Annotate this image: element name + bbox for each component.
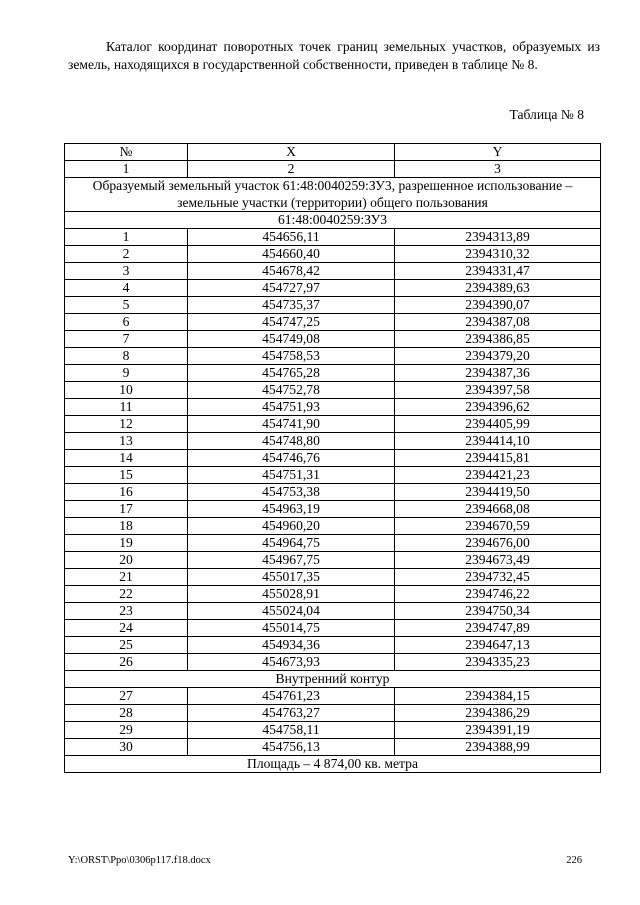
footer-file-path: Y:\ORST\Ppo\0306p117.f18.docx bbox=[68, 855, 211, 866]
y-coordinate-cell: 2394397,58 bbox=[395, 382, 601, 399]
x-coordinate-cell: 454678,42 bbox=[188, 263, 395, 280]
table-row bbox=[65, 535, 601, 552]
x-coordinate-cell: 454967,75 bbox=[188, 552, 395, 569]
table-row bbox=[65, 263, 601, 280]
table-row bbox=[65, 280, 601, 297]
point-number-cell: 11 bbox=[65, 399, 188, 416]
table-row bbox=[65, 569, 601, 586]
footer-page-number: 226 bbox=[566, 855, 582, 866]
y-coordinate-cell: 2394390,07 bbox=[395, 297, 601, 314]
table-header-row bbox=[65, 144, 601, 161]
point-number-cell: 13 bbox=[65, 433, 188, 450]
coordinates-table bbox=[64, 143, 601, 773]
point-number-cell: 8 bbox=[65, 348, 188, 365]
y-coordinate-cell: 2394415,81 bbox=[395, 450, 601, 467]
section-title: Образуемый земельный участок 61:48:0040259:ЗУ3, разрешенное использование – земельные участки (территории) общего пользования bbox=[65, 178, 601, 212]
x-coordinate-cell: 455014,75 bbox=[188, 620, 395, 637]
x-coordinate-cell: 454751,93 bbox=[188, 399, 395, 416]
table-row bbox=[65, 229, 601, 246]
table-row bbox=[65, 501, 601, 518]
column-number-2: 2 bbox=[188, 161, 395, 178]
point-number-cell: 14 bbox=[65, 450, 188, 467]
y-coordinate-cell: 2394414,10 bbox=[395, 433, 601, 450]
area-total-row bbox=[65, 756, 601, 773]
y-coordinate-cell: 2394673,49 bbox=[395, 552, 601, 569]
table-row bbox=[65, 603, 601, 620]
x-coordinate-cell: 454656,11 bbox=[188, 229, 395, 246]
table-row bbox=[65, 246, 601, 263]
y-coordinate-cell: 2394676,00 bbox=[395, 535, 601, 552]
x-coordinate-cell: 454660,40 bbox=[188, 246, 395, 263]
table-row bbox=[65, 637, 601, 654]
y-coordinate-cell: 2394387,08 bbox=[395, 314, 601, 331]
x-coordinate-cell: 454748,80 bbox=[188, 433, 395, 450]
parcel-id: 61:48:0040259:ЗУ3 bbox=[65, 212, 601, 229]
inner-contour-title-row bbox=[65, 671, 601, 688]
point-number-cell: 25 bbox=[65, 637, 188, 654]
table-row bbox=[65, 688, 601, 705]
x-coordinate-cell: 454753,38 bbox=[188, 484, 395, 501]
table-row bbox=[65, 297, 601, 314]
y-coordinate-cell: 2394419,50 bbox=[395, 484, 601, 501]
x-coordinate-cell: 455028,91 bbox=[188, 586, 395, 603]
y-coordinate-cell: 2394313,89 bbox=[395, 229, 601, 246]
header-y: Y bbox=[395, 144, 601, 161]
point-number-cell: 19 bbox=[65, 535, 188, 552]
table-row bbox=[65, 620, 601, 637]
x-coordinate-cell: 454673,93 bbox=[188, 654, 395, 671]
y-coordinate-cell: 2394386,29 bbox=[395, 705, 601, 722]
y-coordinate-cell: 2394421,23 bbox=[395, 467, 601, 484]
table-row bbox=[65, 705, 601, 722]
x-coordinate-cell: 454727,97 bbox=[188, 280, 395, 297]
y-coordinate-cell: 2394387,36 bbox=[395, 365, 601, 382]
x-coordinate-cell: 455024,04 bbox=[188, 603, 395, 620]
y-coordinate-cell: 2394331,47 bbox=[395, 263, 601, 280]
x-coordinate-cell: 454765,28 bbox=[188, 365, 395, 382]
x-coordinate-cell: 454934,36 bbox=[188, 637, 395, 654]
y-coordinate-cell: 2394396,62 bbox=[395, 399, 601, 416]
table-row bbox=[65, 484, 601, 501]
point-number-cell: 26 bbox=[65, 654, 188, 671]
y-coordinate-cell: 2394386,85 bbox=[395, 331, 601, 348]
x-coordinate-cell: 454758,11 bbox=[188, 722, 395, 739]
x-coordinate-cell: 454964,75 bbox=[188, 535, 395, 552]
table-row bbox=[65, 722, 601, 739]
x-coordinate-cell: 454761,23 bbox=[188, 688, 395, 705]
point-number-cell: 21 bbox=[65, 569, 188, 586]
point-number-cell: 16 bbox=[65, 484, 188, 501]
y-coordinate-cell: 2394747,89 bbox=[395, 620, 601, 637]
x-coordinate-cell: 454747,25 bbox=[188, 314, 395, 331]
y-coordinate-cell: 2394670,59 bbox=[395, 518, 601, 535]
x-coordinate-cell: 454763,27 bbox=[188, 705, 395, 722]
point-number-cell: 5 bbox=[65, 297, 188, 314]
x-coordinate-cell: 454752,78 bbox=[188, 382, 395, 399]
point-number-cell: 22 bbox=[65, 586, 188, 603]
point-number-cell: 9 bbox=[65, 365, 188, 382]
y-coordinate-cell: 2394335,23 bbox=[395, 654, 601, 671]
table-row bbox=[65, 467, 601, 484]
point-number-cell: 4 bbox=[65, 280, 188, 297]
point-number-cell: 30 bbox=[65, 739, 188, 756]
inner-contour-title: Внутренний контур bbox=[65, 671, 601, 688]
table-row bbox=[65, 450, 601, 467]
point-number-cell: 15 bbox=[65, 467, 188, 484]
point-number-cell: 28 bbox=[65, 705, 188, 722]
x-coordinate-cell: 454751,31 bbox=[188, 467, 395, 484]
table-row bbox=[65, 739, 601, 756]
y-coordinate-cell: 2394668,08 bbox=[395, 501, 601, 518]
point-number-cell: 1 bbox=[65, 229, 188, 246]
point-number-cell: 23 bbox=[65, 603, 188, 620]
table-row bbox=[65, 399, 601, 416]
y-coordinate-cell: 2394310,32 bbox=[395, 246, 601, 263]
y-coordinate-cell: 2394647,13 bbox=[395, 637, 601, 654]
x-coordinate-cell: 454749,08 bbox=[188, 331, 395, 348]
y-coordinate-cell: 2394389,63 bbox=[395, 280, 601, 297]
point-number-cell: 29 bbox=[65, 722, 188, 739]
y-coordinate-cell: 2394405,99 bbox=[395, 416, 601, 433]
x-coordinate-cell: 454963,19 bbox=[188, 501, 395, 518]
point-number-cell: 24 bbox=[65, 620, 188, 637]
point-number-cell: 17 bbox=[65, 501, 188, 518]
parcel-id-row bbox=[65, 212, 601, 229]
intro-paragraph: Каталог координат поворотных точек границ земельных участков, образуемых из земель, находящихся в государственной собственности, приведен в таблице № 8. bbox=[68, 39, 600, 72]
area-total: Площадь – 4 874,00 кв. метра bbox=[65, 756, 601, 773]
header-x: X bbox=[188, 144, 395, 161]
table-row bbox=[65, 586, 601, 603]
y-coordinate-cell: 2394750,34 bbox=[395, 603, 601, 620]
table-row bbox=[65, 433, 601, 450]
column-number-1: 1 bbox=[65, 161, 188, 178]
table-row bbox=[65, 331, 601, 348]
table-row bbox=[65, 518, 601, 535]
x-coordinate-cell: 454758,53 bbox=[188, 348, 395, 365]
x-coordinate-cell: 454756,13 bbox=[188, 739, 395, 756]
y-coordinate-cell: 2394388,99 bbox=[395, 739, 601, 756]
point-number-cell: 12 bbox=[65, 416, 188, 433]
point-number-cell: 3 bbox=[65, 263, 188, 280]
table-caption: Таблица № 8 bbox=[509, 107, 584, 122]
table-row bbox=[65, 552, 601, 569]
y-coordinate-cell: 2394384,15 bbox=[395, 688, 601, 705]
point-number-cell: 10 bbox=[65, 382, 188, 399]
y-coordinate-cell: 2394391,19 bbox=[395, 722, 601, 739]
column-number-row bbox=[65, 161, 601, 178]
table-row bbox=[65, 654, 601, 671]
y-coordinate-cell: 2394379,20 bbox=[395, 348, 601, 365]
x-coordinate-cell: 454735,37 bbox=[188, 297, 395, 314]
point-number-cell: 18 bbox=[65, 518, 188, 535]
table-row bbox=[65, 416, 601, 433]
section-title-row bbox=[65, 178, 601, 212]
table-row bbox=[65, 382, 601, 399]
header-number: № bbox=[65, 144, 188, 161]
y-coordinate-cell: 2394746,22 bbox=[395, 586, 601, 603]
x-coordinate-cell: 455017,35 bbox=[188, 569, 395, 586]
y-coordinate-cell: 2394732,45 bbox=[395, 569, 601, 586]
x-coordinate-cell: 454741,90 bbox=[188, 416, 395, 433]
table-row bbox=[65, 348, 601, 365]
point-number-cell: 2 bbox=[65, 246, 188, 263]
column-number-3: 3 bbox=[395, 161, 601, 178]
x-coordinate-cell: 454746,76 bbox=[188, 450, 395, 467]
table-row bbox=[65, 314, 601, 331]
x-coordinate-cell: 454960,20 bbox=[188, 518, 395, 535]
point-number-cell: 20 bbox=[65, 552, 188, 569]
table-row bbox=[65, 365, 601, 382]
point-number-cell: 7 bbox=[65, 331, 188, 348]
point-number-cell: 27 bbox=[65, 688, 188, 705]
point-number-cell: 6 bbox=[65, 314, 188, 331]
